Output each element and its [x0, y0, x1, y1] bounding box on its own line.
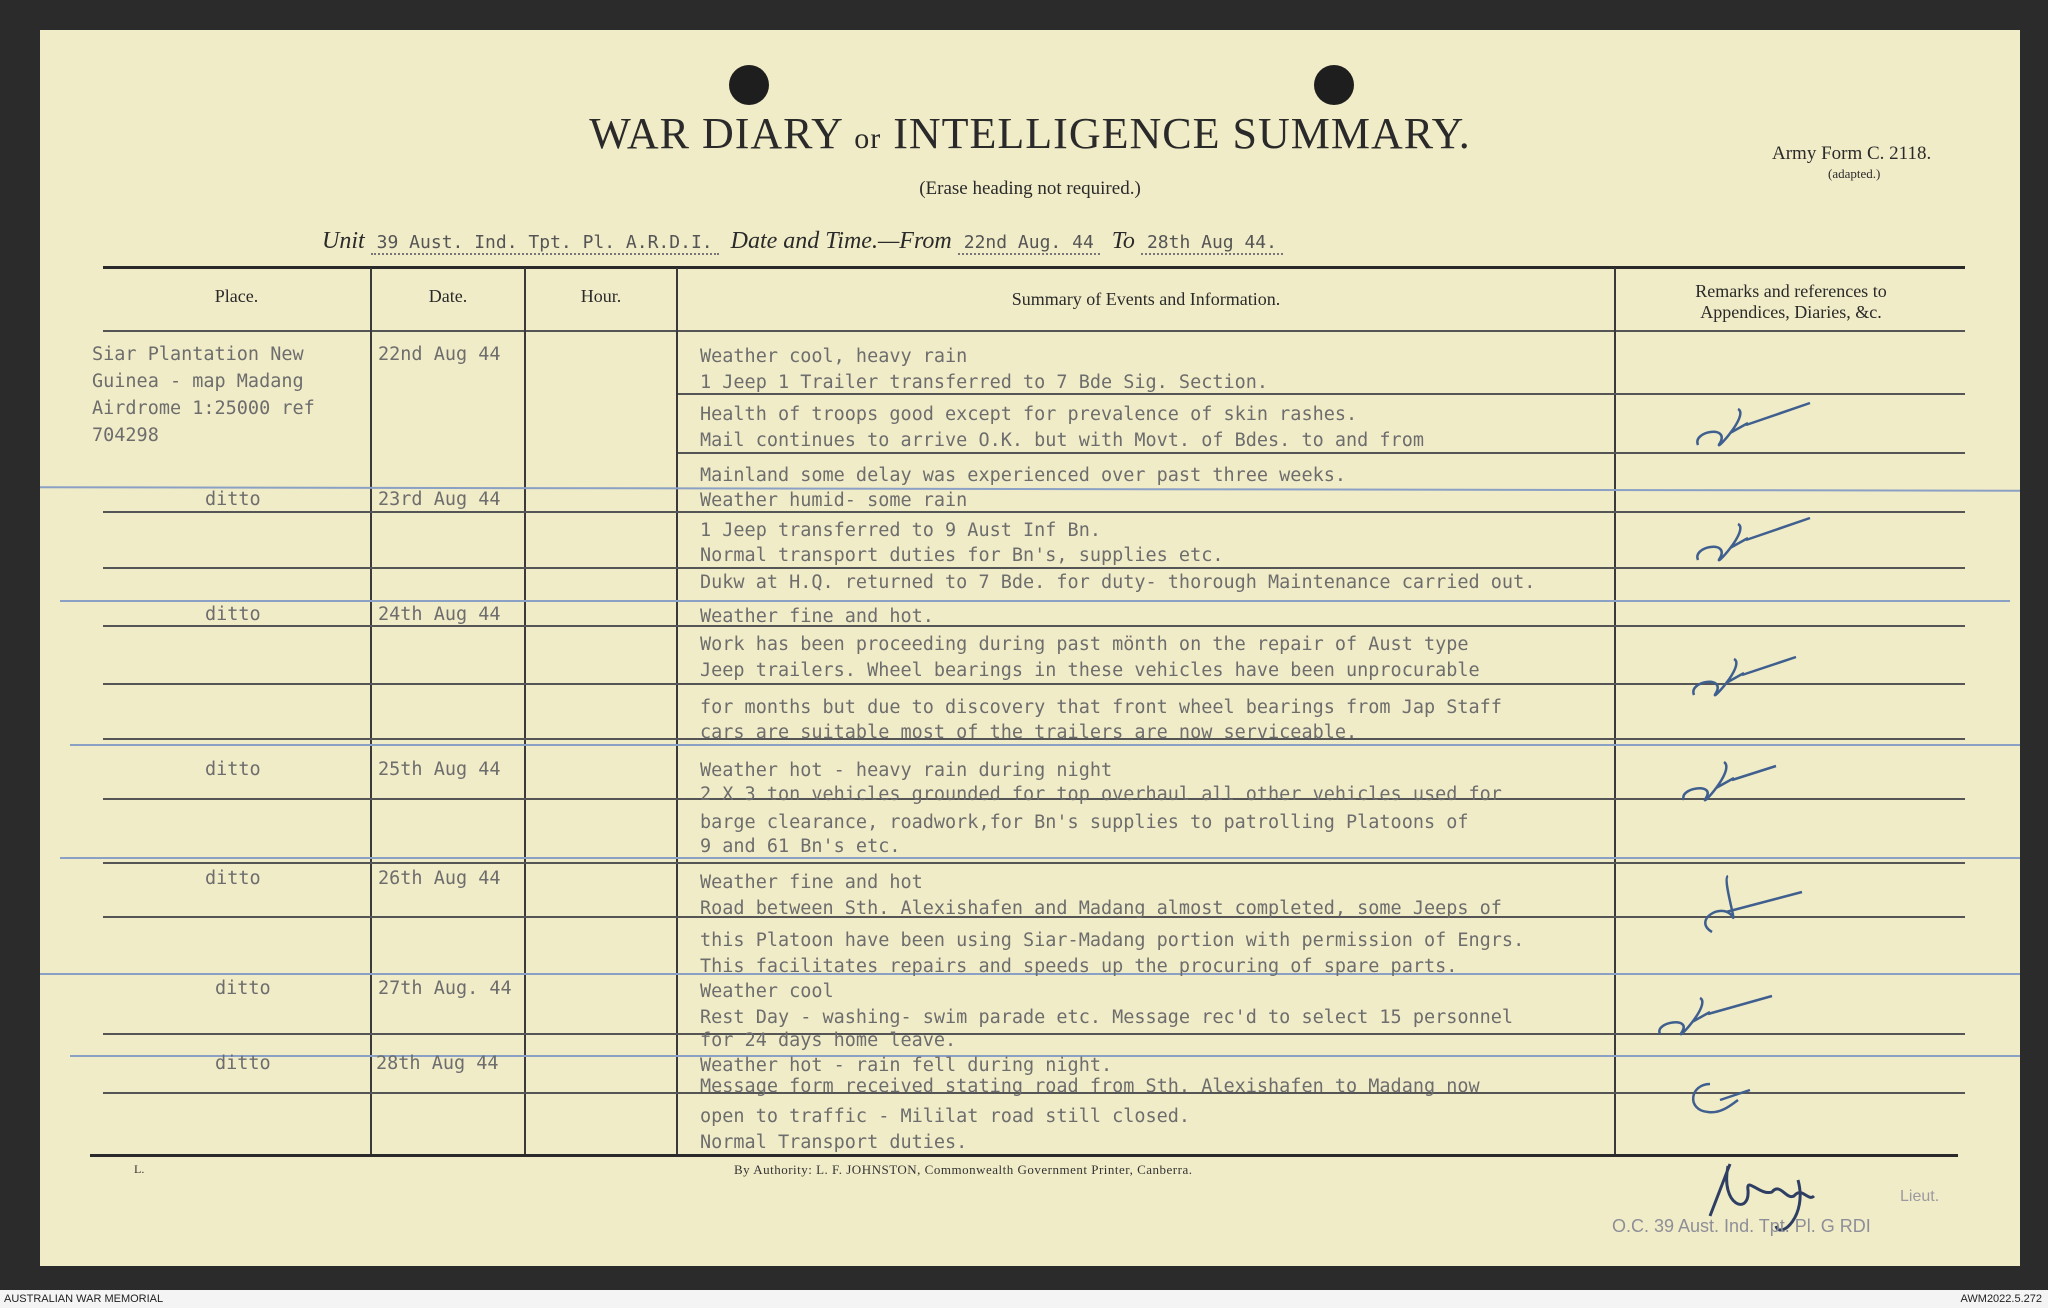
col-header-summary: Summary of Events and Information.	[1011, 289, 1281, 309]
initials-mark	[1680, 1070, 1780, 1120]
entry-date: 28th Aug 44	[376, 1053, 499, 1074]
army-form-note: (adapted.)	[1828, 166, 1881, 181]
place-ditto: ditto	[205, 759, 261, 780]
summary-line: for 24 days home leave.	[700, 1030, 957, 1051]
summary-line: cars are suitable most of the trailers are now serviceable.	[700, 722, 1358, 743]
table-top-rule	[103, 266, 1965, 269]
summary-line: Weather hot - heavy rain during night	[700, 760, 1113, 781]
archive-name: AUSTRALIAN WAR MEMORIAL	[4, 1293, 164, 1305]
entry-separator	[60, 857, 2020, 859]
entry-date: 23rd Aug 44	[378, 489, 501, 510]
summary-line: 1 Jeep transferred to 9 Aust Inf Bn.	[700, 520, 1101, 541]
entry-date: 27th Aug. 44	[378, 978, 512, 999]
place-line: 704298	[92, 425, 159, 446]
initials-mark	[1676, 752, 1806, 812]
entry-separator	[70, 744, 2020, 746]
place-line: Guinea - map Madang	[92, 371, 304, 392]
ruled-line	[103, 567, 1965, 569]
col-header-remarks-2: Appendices, Diaries, &c.	[1700, 302, 1882, 322]
summary-line: Jeep trailers. Wheel bearings in these vehicles have been unprocurable	[700, 660, 1480, 681]
place-ditto: ditto	[205, 868, 261, 889]
ruled-line	[103, 511, 1965, 513]
form-subtitle: (Erase heading not required.)	[919, 178, 1141, 199]
initials-mark	[1690, 395, 1820, 455]
archive-caption-bar	[0, 1290, 2048, 1308]
summary-line: Weather hot - rain fell during night.	[700, 1055, 1113, 1076]
summary-line: Weather humid- some rain	[700, 490, 968, 511]
col-divider-hour	[676, 268, 678, 1154]
col-header-place: Place.	[214, 286, 259, 306]
place-ditto: ditto	[215, 978, 271, 999]
unit-value: 39 Aust. Ind. Tpt. Pl. A.R.D.I.	[371, 232, 719, 255]
rank-stamp: Lieut.	[1900, 1188, 1940, 1205]
header-separator	[103, 330, 1965, 332]
summary-line: barge clearance, roadwork,for Bn's supplies to patrolling Platoons of	[700, 812, 1469, 833]
summary-line: Weather cool	[700, 981, 834, 1002]
summary-line: for months but due to discovery that front wheel bearings from Jap Staff	[700, 697, 1502, 718]
officer-stamp: O.C. 39 Aust. Ind. Tpt. Pl. G RDI	[1612, 1216, 1871, 1236]
summary-line: this Platoon have been using Siar-Madang portion with permission of Engrs.	[700, 930, 1525, 951]
punch-hole-left	[729, 65, 769, 105]
ruled-line	[103, 862, 1965, 864]
summary-line: Work has been proceeding during past mönth on the repair of Aust type	[700, 634, 1469, 655]
summary-line: Rest Day - washing- swim parade etc. Message rec'd to select 15 personnel	[700, 1007, 1514, 1028]
printer-authority: By Authority: L. F. JOHNSTON, Commonwealth Government Printer, Canberra.	[734, 1162, 1193, 1177]
ruled-line	[103, 625, 1965, 627]
initials-mark	[1652, 988, 1792, 1048]
summary-line: Normal transport duties for Bn's, supplies etc.	[700, 545, 1224, 566]
summary-line: Weather cool, heavy rain	[700, 346, 968, 367]
initials-mark	[1692, 872, 1822, 942]
initials-mark	[1686, 645, 1816, 705]
summary-line: Mainland some delay was experienced over past three weeks.	[700, 465, 1347, 486]
from-date: 22nd Aug. 44	[958, 232, 1100, 255]
summary-line: Mail continues to arrive O.K. but with Movt. of Bdes. to and from	[700, 430, 1424, 451]
summary-line: Road between Sth. Alexishafen and Madang almost completed, some Jeeps of	[700, 898, 1502, 919]
place-line: Siar Plantation New	[92, 344, 304, 365]
entry-date: 25th Aug 44	[378, 759, 501, 780]
form-mark: L.	[134, 1162, 145, 1176]
summary-line: Normal Transport duties.	[700, 1132, 968, 1153]
entry-date: 22nd Aug 44	[378, 344, 501, 365]
place-ditto: ditto	[215, 1053, 271, 1074]
summary-line: open to traffic - Mililat road still closed.	[700, 1106, 1191, 1127]
summary-line: Message form received stating road from Sth. Alexishafen to Madang now	[700, 1076, 1480, 1097]
summary-line: 9 and 61 Bn's etc.	[700, 836, 901, 857]
army-form-number: Army Form C. 2118.	[1772, 143, 1932, 164]
place-line: Airdrome 1:25000 ref	[92, 398, 315, 419]
form-title: WAR DIARY or INTELLIGENCE SUMMARY.	[589, 109, 1471, 158]
summary-line: Weather fine and hot	[700, 872, 923, 893]
summary-line: 1 Jeep 1 Trailer transferred to 7 Bde Sig. Section.	[700, 372, 1269, 393]
col-header-remarks-1: Remarks and references to	[1695, 281, 1887, 301]
entry-separator	[60, 600, 2010, 602]
place-ditto: ditto	[205, 489, 261, 510]
table-bottom-rule	[90, 1154, 1958, 1157]
col-divider-place	[370, 268, 372, 1154]
archive-accession: AWM2022.5.272	[1960, 1293, 2042, 1305]
col-divider-summary	[1614, 268, 1616, 1154]
col-header-date: Date.	[428, 286, 468, 306]
entry-date: 26th Aug 44	[378, 868, 501, 889]
summary-line: 2 X 3 ton vehicles grounded for top overhaul all other vehicles used for	[700, 784, 1502, 805]
col-divider-date	[524, 268, 526, 1154]
entry-date: 24th Aug 44	[378, 604, 501, 625]
summary-line: Weather fine and hot.	[700, 606, 934, 627]
to-date: 28th Aug 44.	[1141, 232, 1283, 255]
col-header-hour: Hour.	[580, 286, 622, 306]
initials-mark	[1690, 510, 1820, 570]
unit-line: Unit 39 Aust. Ind. Tpt. Pl. A.R.D.I. Date and Time.—From 22nd Aug. 44 To 28th Aug 44.	[322, 228, 1283, 255]
place-ditto: ditto	[205, 604, 261, 625]
summary-line: Health of troops good except for prevalence of skin rashes.	[700, 404, 1358, 425]
punch-hole-right	[1314, 65, 1354, 105]
summary-line: Dukw at H.Q. returned to 7 Bde. for duty- thorough Maintenance carried out.	[700, 572, 1536, 593]
summary-line: This facilitates repairs and speeds up the procuring of spare parts.	[700, 956, 1458, 977]
